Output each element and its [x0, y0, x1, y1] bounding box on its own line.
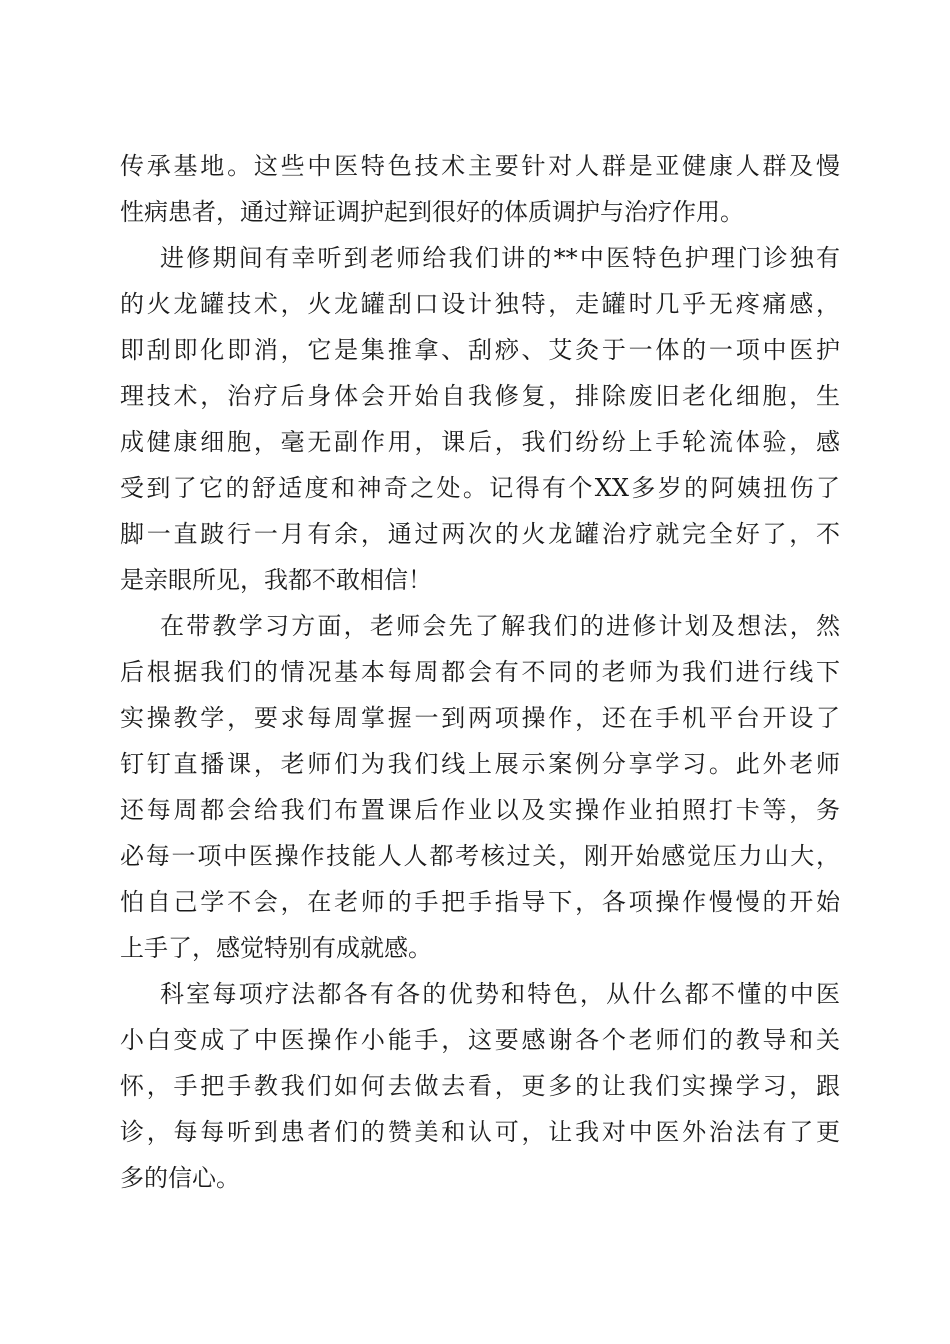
text-line: 性病患者，通过辩证调护起到很好的体质调护与治疗作用。 — [120, 198, 744, 226]
text-line: 进修期间有幸听到老师给我们讲的**中医特色护理门诊独有 — [160, 244, 840, 272]
text-line: 传承基地。这些中医特色技术主要针对人群是亚健康人群及慢 — [120, 152, 840, 180]
text-line: 必每一项中医操作技能人人都考核过关，刚开始感觉压力山大， — [120, 842, 840, 870]
text-line: 受到了它的舒适度和神奇之处。记得有个XX多岁的阿姨扭伤了 — [120, 474, 840, 502]
text-line: 多的信心。 — [120, 1164, 240, 1192]
text-line: 后根据我们的情况基本每周都会有不同的老师为我们进行线下 — [120, 658, 840, 686]
text-line: 怀，手把手教我们如何去做去看，更多的让我们实操学习，跟 — [120, 1072, 840, 1100]
text-line: 上手了，感觉特别有成就感。 — [120, 934, 432, 962]
text-line: 的火龙罐技术，火龙罐刮口设计独特，走罐时几乎无疼痛感， — [120, 290, 840, 318]
text-line: 脚一直跛行一月有余，通过两次的火龙罐治疗就完全好了，不 — [120, 520, 840, 548]
text-line: 小白变成了中医操作小能手，这要感谢各个老师们的教导和关 — [120, 1026, 840, 1054]
text-line: 诊，每每听到患者们的赞美和认可，让我对中医外治法有了更 — [120, 1118, 840, 1146]
text-line: 是亲眼所见，我都不敢相信！ — [120, 566, 432, 594]
text-line: 实操教学，要求每周掌握一到两项操作，还在手机平台开设了 — [120, 704, 840, 732]
text-line: 怕自己学不会，在老师的手把手指导下，各项操作慢慢的开始 — [120, 888, 840, 916]
text-line: 即刮即化即消，它是集推拿、刮痧、艾灸于一体的一项中医护 — [120, 336, 840, 364]
text-line: 钉钉直播课，老师们为我们线上展示案例分享学习。此外老师 — [120, 750, 840, 778]
text-line: 科室每项疗法都各有各的优势和特色，从什么都不懂的中医 — [160, 980, 840, 1008]
document-body — [120, 143, 840, 1201]
text-line: 还每周都会给我们布置课后作业以及实操作业拍照打卡等，务 — [120, 796, 840, 824]
text-line: 成健康细胞，毫无副作用，课后，我们纷纷上手轮流体验，感 — [120, 428, 840, 456]
text-line: 理技术，治疗后身体会开始自我修复，排除废旧老化细胞，生 — [120, 382, 840, 410]
text-line: 在带教学习方面，老师会先了解我们的进修计划及想法，然 — [160, 612, 840, 640]
